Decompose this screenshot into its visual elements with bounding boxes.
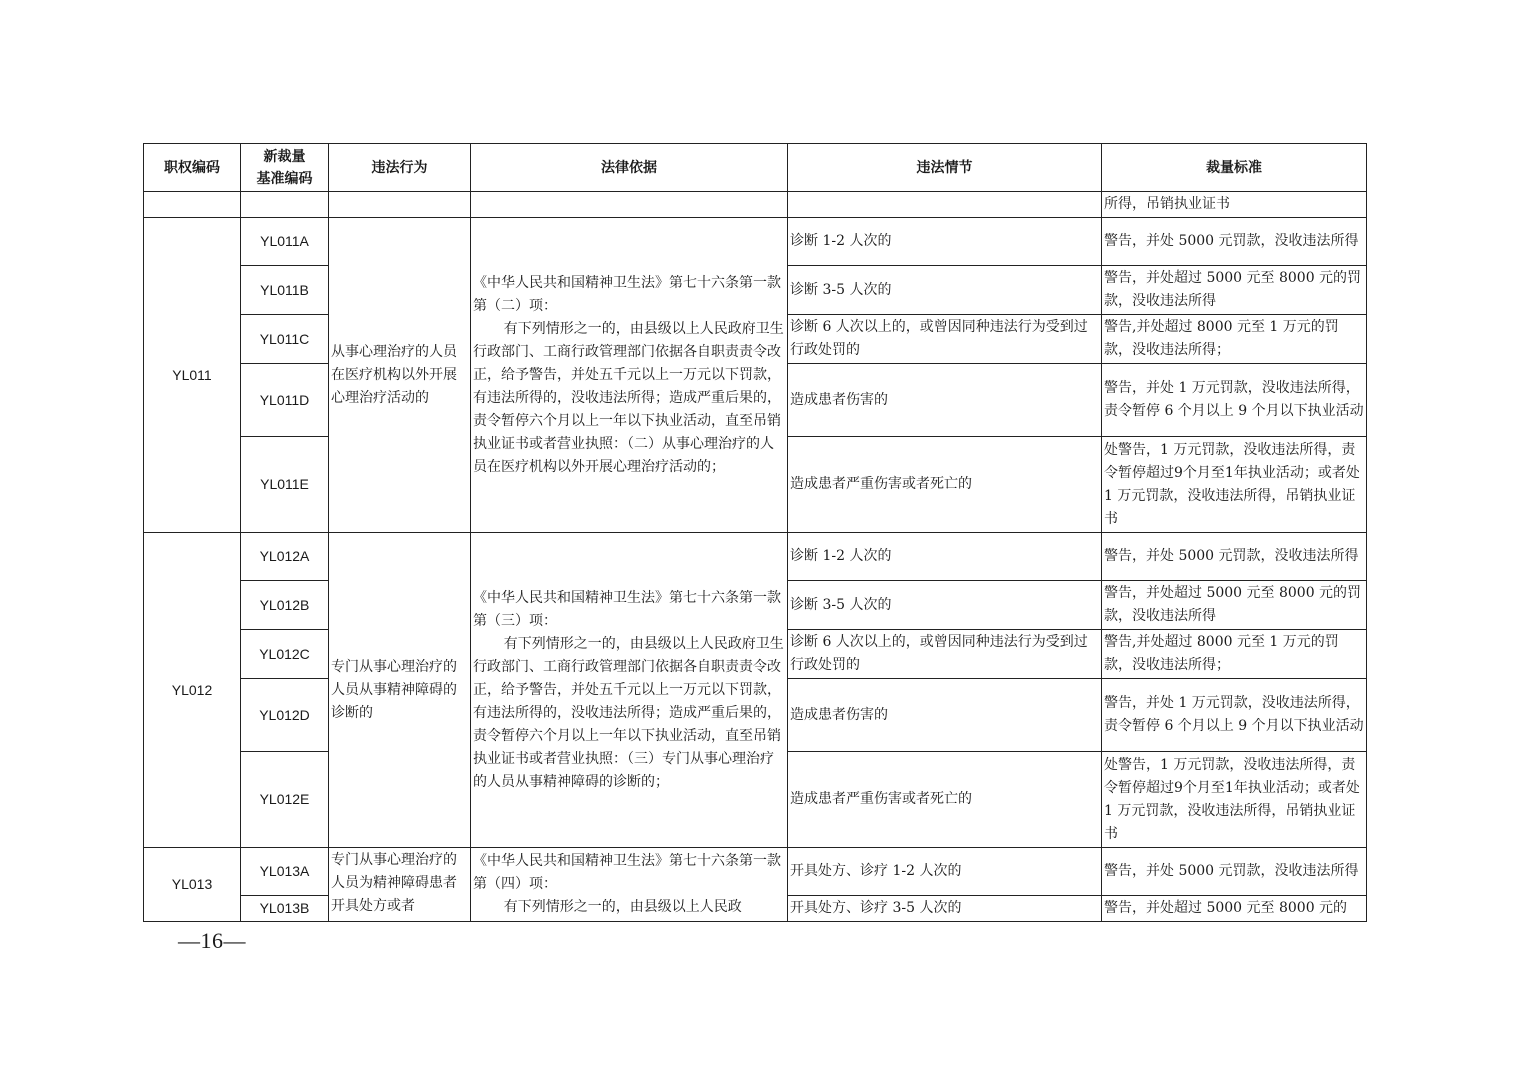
regulation-table (143, 143, 1367, 922)
benchmark-code: YL011A (241, 218, 329, 266)
benchmark-code: YL011B (241, 266, 329, 315)
violation-text: 专门从事心理治疗的人员从事精神障碍的诊断的 (329, 533, 471, 848)
standard: 警告，并处超过 5000 元至 8000 元的罚款，没收违法所得 (1102, 266, 1367, 315)
circumstance: 造成患者严重伤害或者死亡的 (788, 437, 1102, 533)
standard: 警告，并处 5000 元罚款，没收违法所得 (1102, 848, 1367, 896)
circumstance: 造成患者严重伤害或者死亡的 (788, 752, 1102, 848)
header-authority-code: 职权编码 (144, 144, 241, 192)
table-header-row (144, 144, 1367, 192)
header-legal-basis: 法律依据 (471, 144, 788, 192)
legal-basis-body: 有下列情形之一的，由县级以上人民政 (503, 899, 742, 915)
authority-code: YL012 (144, 533, 241, 848)
circumstance: 诊断 3-5 人次的 (788, 266, 1102, 315)
benchmark-code: YL012D (241, 679, 329, 752)
circumstance: 造成患者伤害的 (788, 364, 1102, 437)
circumstance: 造成患者伤害的 (788, 679, 1102, 752)
standard: 警告，并处 5000 元罚款，没收违法所得 (1102, 533, 1367, 581)
standard: 警告，并处 1 万元罚款，没收违法所得，责令暂停 6 个月以上 9 个月以下执业活动 (1102, 679, 1367, 752)
benchmark-code: YL012C (241, 630, 329, 679)
header-standard: 裁量标准 (1102, 144, 1367, 192)
authority-code: YL013 (144, 848, 241, 922)
violation-text: 专门从事心理治疗的人员为精神障碍患者开具处方或者 (329, 848, 471, 922)
standard: 处警告，1 万元罚款，没收违法所得，责令暂停超过9个月至1年执业活动；或者处 1 万元罚款，没收违法所得，吊销执业证书 (1102, 752, 1367, 848)
table-row (144, 218, 1367, 266)
benchmark-code: YL013A (241, 848, 329, 896)
header-violation: 违法行为 (329, 144, 471, 192)
benchmark-code: YL012B (241, 581, 329, 630)
standard: 警告，并处超过 5000 元至 8000 元的 (1102, 896, 1367, 922)
standard: 警告，并处 5000 元罚款，没收违法所得 (1102, 218, 1367, 266)
legal-basis-body: 有下列情形之一的，由县级以上人民政府卫生行政部门、工商行政管理部门依据各自职责责令改正，给予警告，并处五千元以上一万元以下罚款，有违法所得的，没收违法所得；造成严重后果的，责令暂停六个月以上一年以下执业活动，直至吊销执业证书或者营业执照：（三）专门从事心理治疗的人员从事精神障碍的诊断的； (473, 635, 784, 790)
legal-basis (471, 848, 788, 922)
legal-basis-body: 有下列情形之一的，由县级以上人民政府卫生行政部门、工商行政管理部门依据各自职责责令改正，给予警告，并处五千元以上一万元以下罚款，有违法所得的，没收违法所得；造成严重后果的，责令暂停六个月以上一年以下执业活动，直至吊销执业证书或者营业执照：（二）从事心理治疗的人员在医疗机构以外开展心理治疗活动的； (473, 320, 784, 475)
legal-basis (471, 218, 788, 533)
header-circumstance: 违法情节 (788, 144, 1102, 192)
standard: 警告,并处超过 8000 元至 1 万元的罚款，没收违法所得； (1102, 315, 1367, 364)
standard: 处警告，1 万元罚款，没收违法所得，责令暂停超过9个月至1年执业活动；或者处 1 万元罚款，没收违法所得，吊销执业证书 (1102, 437, 1367, 533)
carryover-standard: 所得，吊销执业证书 (1102, 192, 1367, 218)
benchmark-code: YL011C (241, 315, 329, 364)
violation-text: 从事心理治疗的人员在医疗机构以外开展心理治疗活动的 (329, 218, 471, 533)
legal-basis (471, 533, 788, 848)
legal-basis-title: 《中华人民共和国精神卫生法》第七十六条第一款第（四）项： (473, 853, 781, 892)
circumstance: 开具处方、诊疗 3-5 人次的 (788, 896, 1102, 922)
page-number: —16— (178, 928, 246, 953)
standard: 警告,并处超过 8000 元至 1 万元的罚款，没收违法所得； (1102, 630, 1367, 679)
standard: 警告，并处 1 万元罚款，没收违法所得，责令暂停 6 个月以上 9 个月以下执业活动 (1102, 364, 1367, 437)
circumstance: 诊断 1-2 人次的 (788, 533, 1102, 581)
benchmark-code: YL012E (241, 752, 329, 848)
carryover-row (144, 192, 1367, 218)
header-benchmark-code: 新裁量 基准编码 (241, 144, 329, 192)
circumstance: 诊断 1-2 人次的 (788, 218, 1102, 266)
circumstance: 诊断 6 人次以上的，或曾因同种违法行为受到过行政处罚的 (788, 630, 1102, 679)
benchmark-code: YL012A (241, 533, 329, 581)
authority-code: YL011 (144, 218, 241, 533)
standard: 警告，并处超过 5000 元至 8000 元的罚款，没收违法所得 (1102, 581, 1367, 630)
benchmark-code: YL013B (241, 896, 329, 922)
legal-basis-title: 《中华人民共和国精神卫生法》第七十六条第一款第（三）项： (473, 589, 781, 629)
benchmark-code: YL011D (241, 364, 329, 437)
circumstance: 诊断 6 人次以上的，或曾因同种违法行为受到过行政处罚的 (788, 315, 1102, 364)
table-row (144, 533, 1367, 581)
circumstance: 开具处方、诊疗 1-2 人次的 (788, 848, 1102, 896)
circumstance: 诊断 3-5 人次的 (788, 581, 1102, 630)
legal-basis-title: 《中华人民共和国精神卫生法》第七十六条第一款第（二）项： (473, 274, 781, 314)
table-row (144, 848, 1367, 896)
benchmark-code: YL011E (241, 437, 329, 533)
